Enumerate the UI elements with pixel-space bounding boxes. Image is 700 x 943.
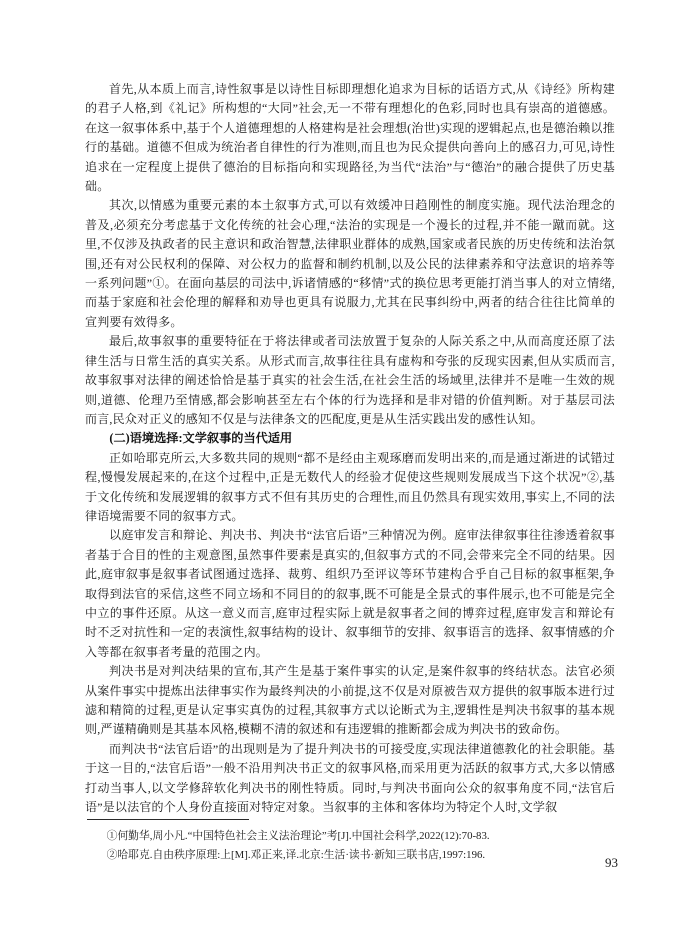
paragraph-hayek-rules: 正如哈耶克所云,大多数共同的规则“都不是经由主观琢磨而发明出来的,而是通过渐进的试错过程,慢慢发展起来的,在这个过程中,正是无数代人的经验才促使这些规则发展成当下这个状况”②,基于文化传统和发展逻辑的叙事方式不但有其历史的合理性,而且仍然具有现实效用,事实上,不同的法律语境需要不同的叙事方式。 bbox=[85, 450, 615, 523]
paragraph-poetic-narrative: 首先,从本质上而言,诗性叙事是以诗性目标即理想化追求为目标的话语方式,从《诗经》所构建的君子人格,到《礼记》所构想的“大同”社会,无一不带有理想化的色彩,同时也具有崇高的道德感。在这一叙事体系中,基于个人道德理想的人格建构是社会理想(治世)实现的逻辑起点,也是德治赖以推行的基础。道德不但成为统治者自律性的行为准则,而且也为民众提供向善向上的感召力,可见,诗性追求在一定程度上提供了德治的目标指向和实现路径,为当代“法治”与“德治”的融合提供了历史基础。 bbox=[85, 82, 615, 194]
page-number: 93 bbox=[605, 855, 618, 870]
paragraph-judgment-document: 判决书是对判决结果的宣布,其产生是基于案件事实的认定,是案件叙事的终结状态。法官必须从案件事实中提炼出法律事实作为最终判决的小前提,这不仅是对原被告双方提供的叙事版本进行过滤和精简的过程,更是认定事实真伪的过程,其叙事方式以论断式为主,逻辑性是判决书叙事的基本规则,严谨精确则是其基本风格,模糊不清的叙述和有违逻辑的推断都会成为判决书的致命伤。 bbox=[85, 664, 615, 737]
footnote-separator-rule bbox=[87, 819, 249, 820]
footnote-1-text: 何勤华,周小凡.“中国特色社会主义法治理论”考[J].中国社会科学,2022(12):70-83. bbox=[117, 830, 490, 842]
footnote-1-marker: ① bbox=[106, 830, 118, 842]
section-heading: (二)语境选择:文学叙事的当代适用 bbox=[109, 431, 293, 446]
paragraph-emotion-narrative: 其次,以情感为重要元素的本土叙事方式,可以有效缓冲日趋刚性的制度实施。现代法治理念的普及,必须充分考虑基于文化传统的社会心理,“法治的实现是一个漫长的过程,并不能一蹴而就。这里,不仅涉及执政者的民主意识和政治智慧,法律职业群体的成熟,国家或者民族的历史传统和法治氛围,还有对公民权利的保障、对公权力的监督和制约机制,以及公民的法律素养和守法意识的培养等一系列问题”①。在面向基层的司法中,诉诸情感的“移情”式的换位思考更能打消当事人的对立情绪,而基于家庭和社会伦理的解释和劝导也更具有说服力,尤其在民事纠纷中,两者的结合往往比简单的宣判要有效得多。 bbox=[85, 198, 615, 329]
footnote-2 bbox=[85, 846, 615, 865]
footnote-section bbox=[85, 819, 615, 865]
footnote-1 bbox=[85, 827, 615, 846]
paragraph-judge-postscript: 而判决书“法官后语”的出现则是为了提升判决书的可接受度,实现法律道德教化的社会职能。基于这一目的,“法官后语”一般不沿用判决书正文的叙事风格,而采用更为活跃的叙事方式,大多以情感打动当事人,以文学修辞软化判决书的刚性特质。同时,与判决书面向公众的叙事角度不同,“法官后语”是以法官的个人身份直接面对特定对象。当叙事的主体和客体均为特定个人时,文学叙 bbox=[85, 741, 615, 815]
footnote-2-text: 哈耶克.自由秩序原理:上[M].邓正来,译.北京:生活·读书·新知三联书店,1997:196. bbox=[117, 849, 486, 861]
paragraph-courtroom-narrative: 以庭审发言和辩论、判决书、判决书“法官后语”三种情况为例。庭审法律叙事往往渗透着叙事者基于合目的性的主观意图,虽然事件要素是真实的,但叙事方式的不同,会带来完全不同的结果。因此,庭审叙事是叙事者试图通过选择、裁剪、组织乃至评议等环节建构合乎自己目标的叙事框架,争取得到法官的采信,这些不同立场和不同目的的叙事,既不可能是全景式的事件展示,也不可能是完全中立的事件还原。从这一意义而言,庭审过程实际上就是叙事者之间的博弈过程,庭审发言和辩论有时不乏对抗性和一定的表演性,叙事结构的设计、叙事细节的安排、叙事语言的选择、叙事情感的介入等都在叙事者考量的范围之内。 bbox=[85, 528, 615, 659]
footnote-2-marker: ② bbox=[106, 849, 118, 861]
paragraph-story-narrative: 最后,故事叙事的重要特征在于将法律或者司法放置于复杂的人际关系之中,从而高度还原了法律生活与日常生活的真实关系。从形式而言,故事往往具有虚构和夸张的反现实因素,但从实质而言,故事叙事对法律的阐述恰恰是基于真实的社会生活,在社会生活的场域里,法律并不是唯一生效的规则,道德、伦理乃至情感,都会影响甚至左右个体的行为选择和是非对错的价值判断。对于基层司法而言,民众对正义的感知不仅是与法律条文的匹配度,更是从生活实践出发的感性认知。 bbox=[85, 334, 615, 426]
article-body bbox=[85, 80, 615, 820]
